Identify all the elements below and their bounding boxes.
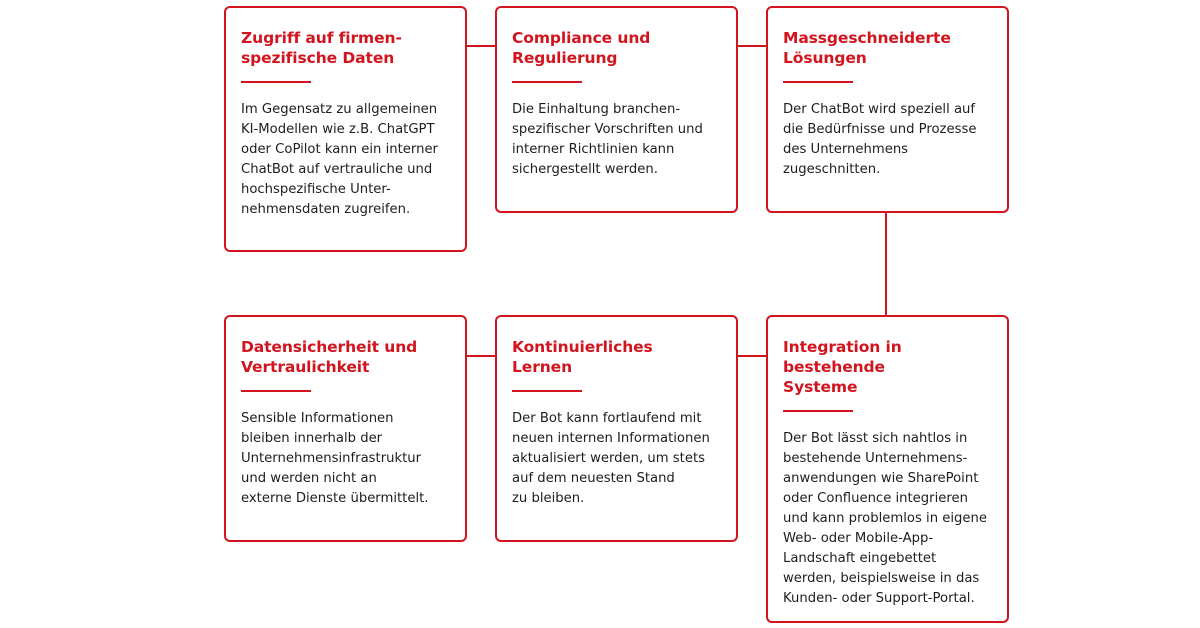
card-description: Die Einhaltung branchen- spezifischer Vorschriften und interner Richtlinien kann sichergestellt werden. [512,102,703,177]
card-integration [766,315,1009,623]
card-title: Compliance und Regulierung [512,29,651,67]
connector-2-3 [736,45,768,47]
card-divider [512,81,582,83]
card-description: Der Bot kann fortlaufend mit neuen internen Informationen aktualisiert werden, um stets auf dem neuesten Stand zu bleiben. [512,411,710,506]
card-divider [241,81,311,83]
card-divider [241,390,311,392]
card-title: Integration in bestehende Systeme [783,338,902,396]
card-kontinuierliches-lernen [495,315,738,542]
connector-5-4 [465,355,497,357]
card-compliance [495,6,738,213]
card-description: Der ChatBot wird speziell auf die Bedürfnisse und Prozesse des Unternehmens zugeschnitten. [783,102,977,177]
card-description: Im Gegensatz zu allgemeinen KI-Modellen wie z.B. ChatGPT oder CoPilot kann ein interner ChatBot auf vertrauliche und hochspezifische Unter- nehmensdaten zugreifen. [241,102,438,217]
card-divider [512,390,582,392]
card-title: Kontinuierliches Lernen [512,338,653,376]
connector-3-6 [885,211,887,317]
card-divider [783,410,853,412]
card-title: Massgeschneiderte Lösungen [783,29,951,67]
card-description: Sensible Informationen bleiben innerhalb der Unternehmensinfrastruktur und werden nicht an externe Dienste übermittelt. [241,411,429,506]
card-massgeschneidert [766,6,1009,213]
connector-1-2 [465,45,497,47]
card-zugriff-daten [224,6,467,252]
card-title: Zugriff auf firmen- spezifische Daten [241,29,402,67]
connector-6-5 [736,355,768,357]
card-title: Datensicherheit und Vertraulichkeit [241,338,418,376]
card-divider [783,81,853,83]
card-datensicherheit [224,315,467,542]
card-description: Der Bot lässt sich nahtlos in bestehende Unternehmens- anwendungen wie SharePoint oder Confluence integrieren und kann problemlos in eigene Web- oder Mobile-App- Landschaft eingebettet werden, beispielsweise in das Kunden- oder Support-Portal. [783,431,987,606]
